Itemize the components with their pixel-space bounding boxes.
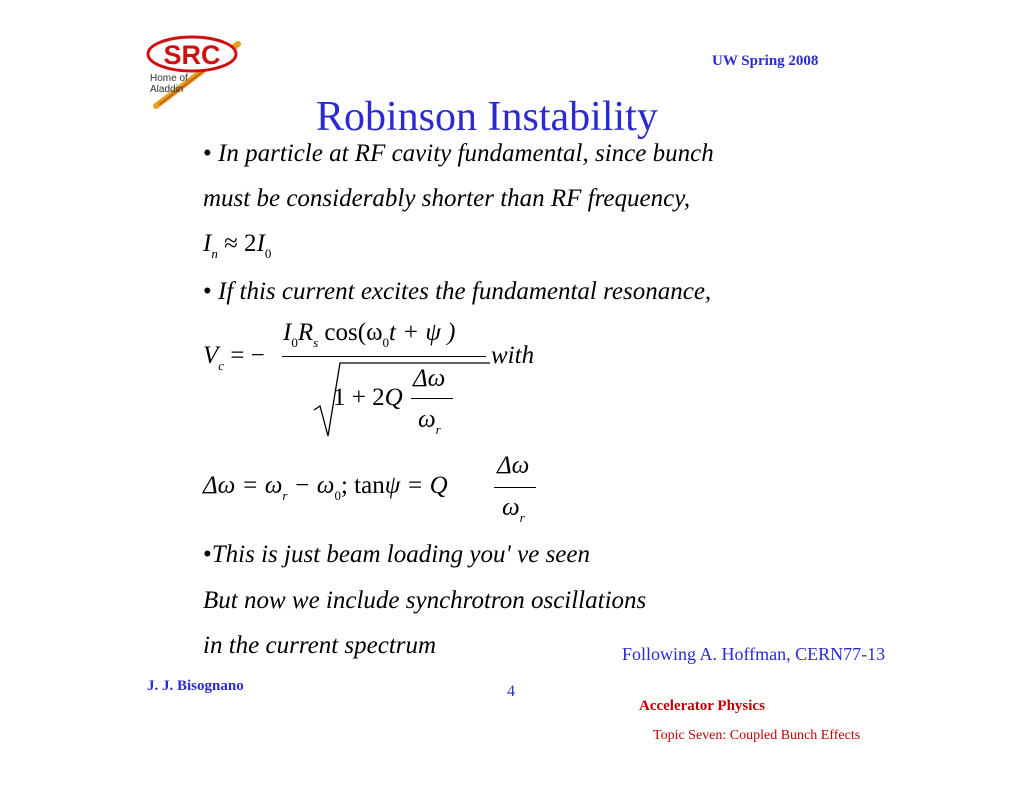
eq3-den-sub: r [519,510,525,525]
eq2-num-I-sub: 0 [291,335,298,350]
bullet1-text1: In particle at RF cavity fundamental, since bunch [218,140,714,167]
logo-graphic [142,34,250,114]
bullet3-line3: in the current spectrum [203,632,437,659]
eq1-lhs: I [203,230,212,257]
eq2-inner-num: Δω [413,365,446,392]
bullet-icon: • [203,140,212,167]
eq3-sub-r: r [282,488,288,503]
bullet3-line2: But now we include synchrotron oscillations [203,587,647,614]
eq2-num-rest: t + ψ ) [389,319,456,346]
eq2-num-cos: cos(ω [324,319,383,346]
bullet3-text1: This is just beam loading you' ve seen [211,541,590,568]
eq3-group [203,472,448,503]
equation-current [203,230,272,261]
eq2-inner-den: ω [418,406,436,433]
eq1-lhs-sub: n [211,246,218,261]
eq3-lhs: Δω = ω [203,472,283,499]
eq2-equals: = − [230,342,265,369]
eq2-num-omega-sub: 0 [382,335,390,350]
eq2-inner-den-sub: r [435,422,441,437]
eq2-with: with [491,342,535,369]
eq3-num: Δω [497,452,530,479]
bullet1-line2: must be considerably shorter than RF frequency, [203,185,691,212]
eq2-inner-den-group [418,406,441,437]
eq3-sub-0: 0 [334,488,341,503]
course-name: Accelerator Physics [639,698,765,714]
eq3-den: ω [502,494,520,521]
logo-line1: Home of [150,73,188,84]
eq3-sep: ; tan [340,472,385,499]
eq2-lhs-group [203,342,265,373]
bullet2-line [203,278,711,306]
eq1-rhs: I [256,230,265,257]
eq3-bar [494,487,536,488]
page-number: 4 [507,683,515,700]
logo-main-text: SRC [163,40,221,70]
eq2-fraction-bar [282,356,486,357]
eq3-Q: Q [429,472,448,499]
eq2-denominator [333,384,403,412]
eq3-den-group [502,494,525,525]
eq2-den-Q: Q [384,384,403,411]
term-label: UW Spring 2008 [712,53,819,69]
eq2-den-pre: 1 + 2 [333,384,385,411]
eq2-inner-bar [411,398,453,399]
src-logo [142,34,250,114]
eq3-psi: ψ = [384,472,430,499]
author-name: J. J. Bisognano [147,678,244,694]
reference-note: Following A. Hoffman, CERN77-13 [622,644,886,664]
logo-line2: Aladdin [150,84,184,95]
eq2-lhs: V [203,342,219,369]
bullet3-line1 [203,541,590,569]
eq2-num-R: R [297,319,314,346]
topic-name: Topic Seven: Coupled Bunch Effects [653,728,861,743]
eq1-rhs-sub: 0 [264,246,272,261]
eq2-num-I: I [283,319,292,346]
eq2-numerator [283,319,456,350]
eq1-approx: ≈ 2 [224,230,257,257]
bullet1-line1 [203,140,714,168]
bullet-icon: • [203,541,212,568]
slide-title: Robinson Instability [316,94,658,140]
bullet-icon: • [203,278,212,305]
eq2-lhs-sub: c [218,358,225,373]
eq2-num-R-sub: s [313,335,319,350]
eq3-minus: − ω [293,472,335,499]
bullet2-text: If this current excites the fundamental resonance, [218,278,712,305]
